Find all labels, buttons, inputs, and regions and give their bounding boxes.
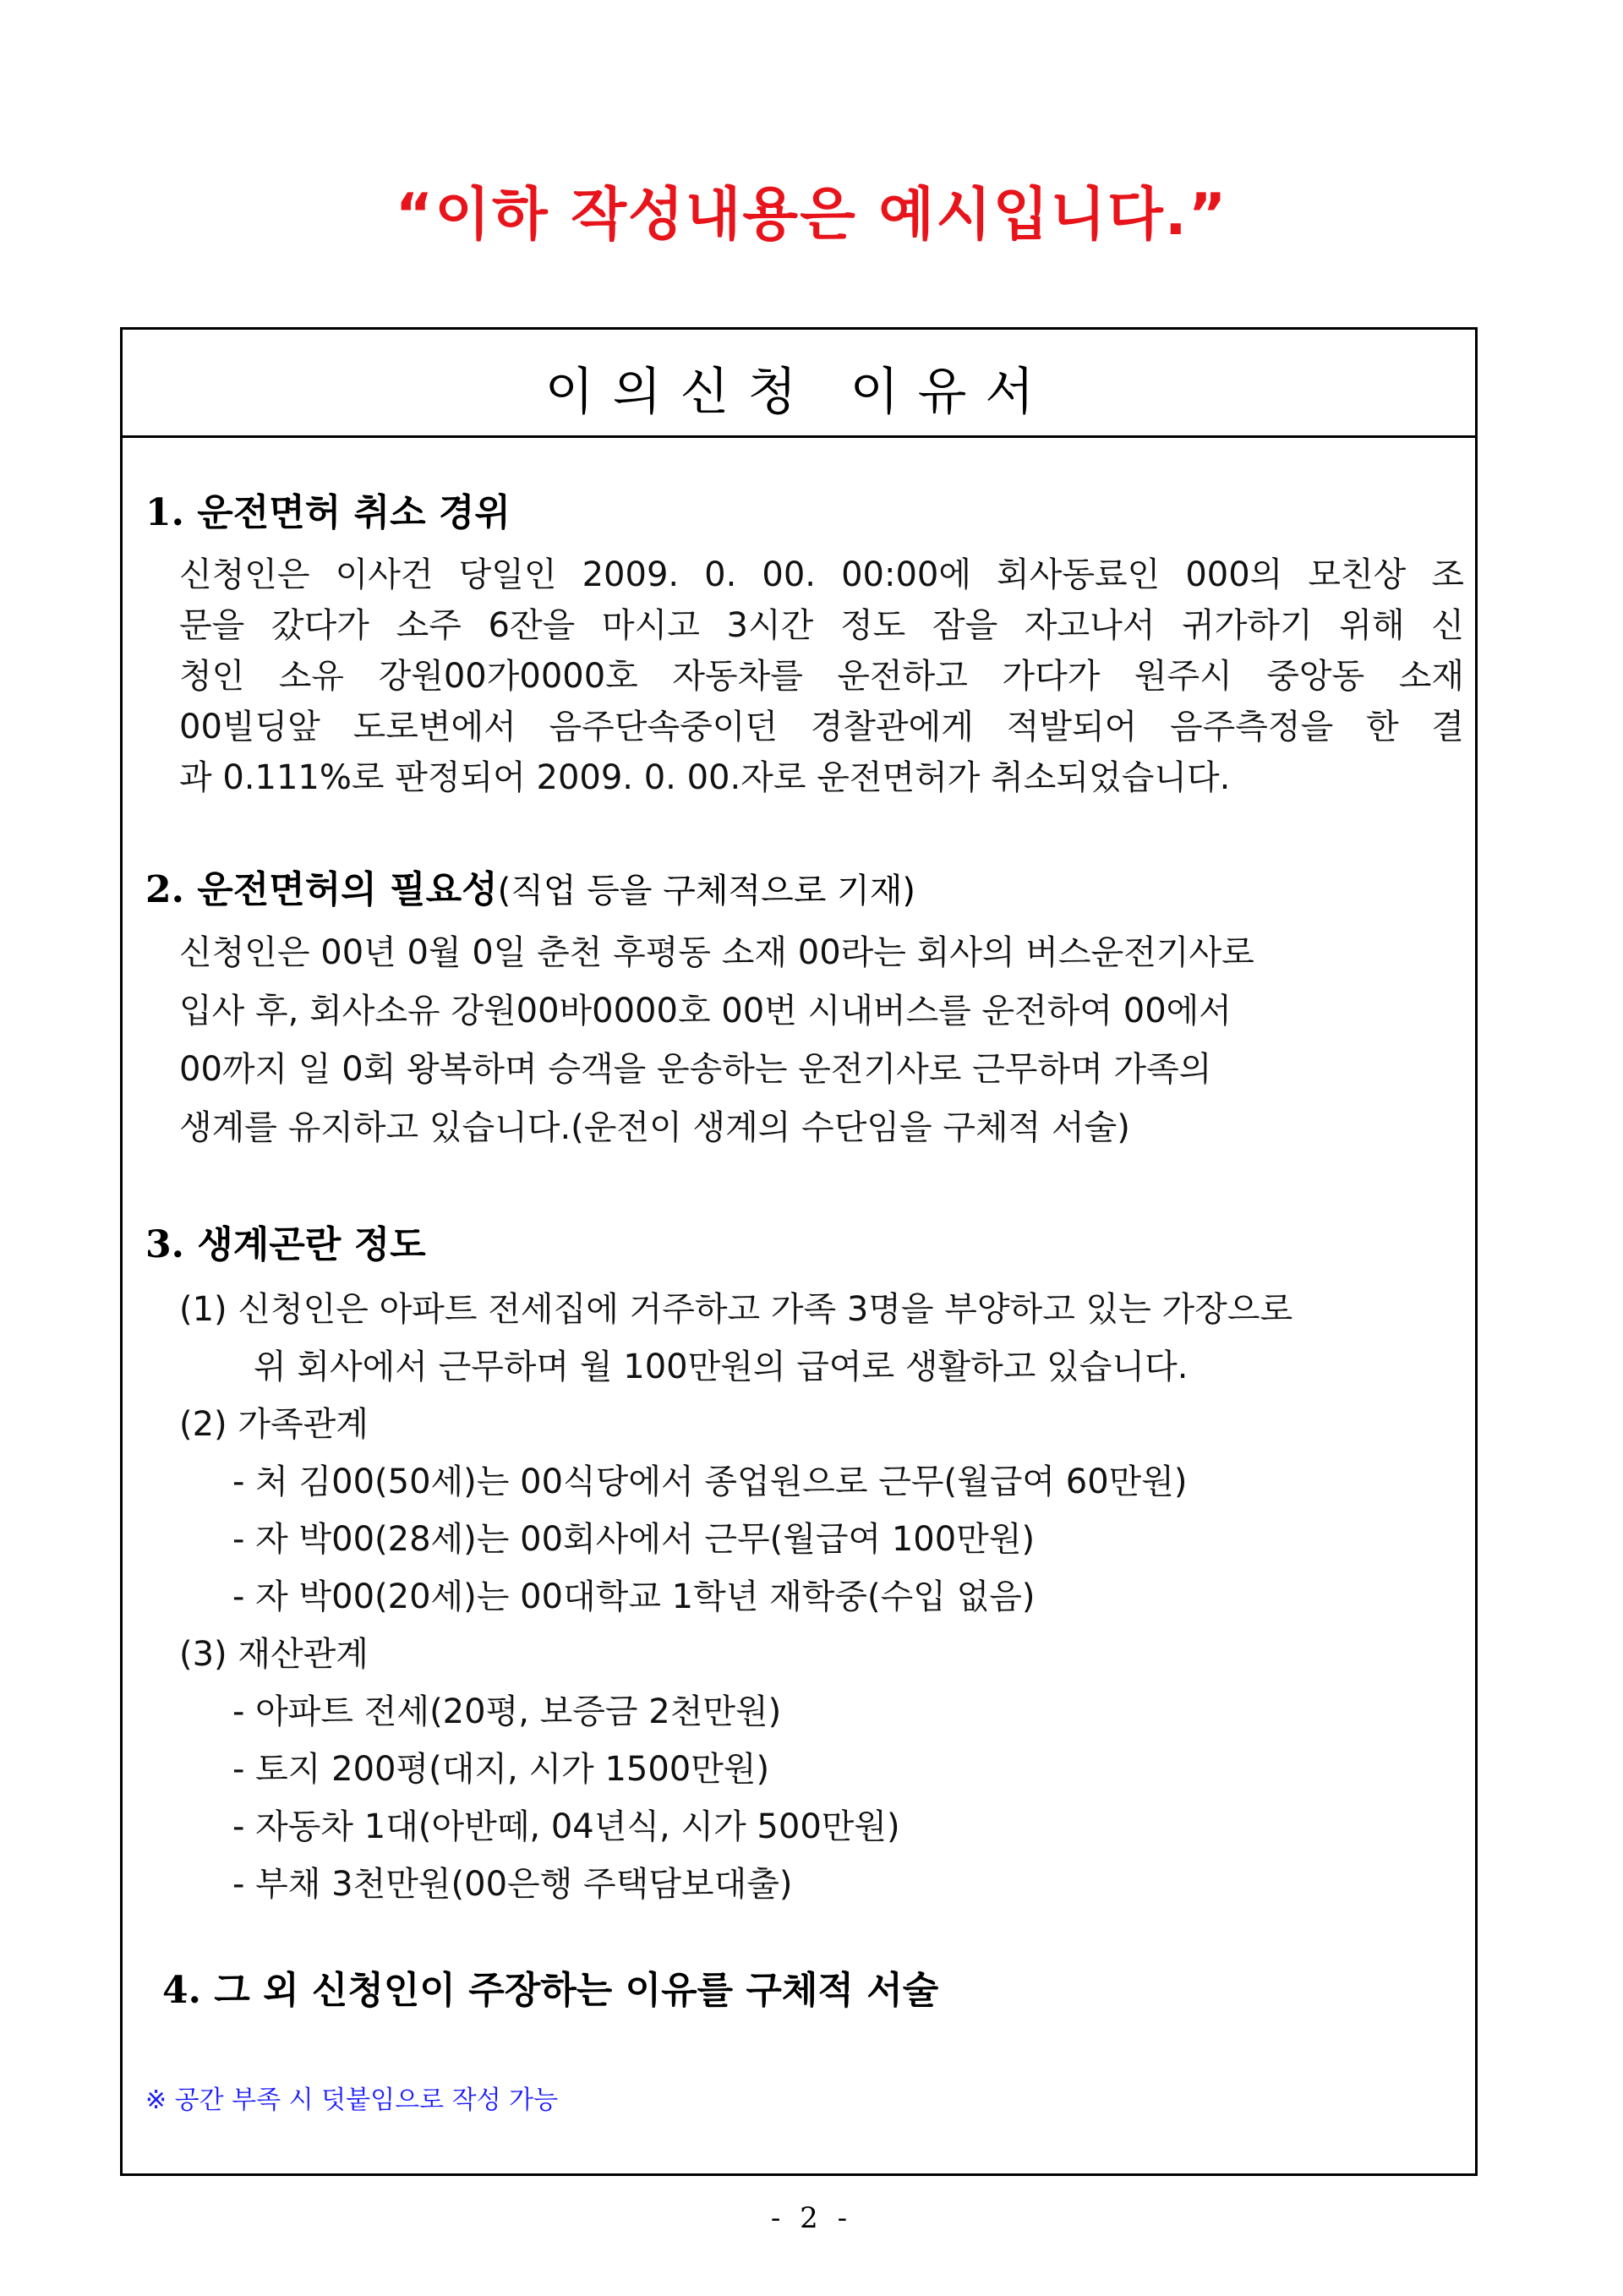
section-3-line: (1) 신청인은 아파트 전세집에 거주하고 가족 3명을 부양하고 있는 가장으로 — [179, 1290, 1293, 1329]
section-2-line: 신청인은 00년 0월 0일 춘천 후평동 소재 00라는 회사의 버스운전기사로 — [179, 933, 1254, 972]
section-3-line: - 자동차 1대(아반떼, 04년식, 시가 500만원) — [232, 1807, 900, 1846]
section-3-line: - 자 박00(28세)는 00회사에서 근무(월급여 100만원) — [232, 1520, 1036, 1559]
section-2-line: 생계를 유지하고 있습니다.(운전이 생계의 수단임을 구체적 서술) — [179, 1108, 1130, 1147]
section-3-heading: 3. 생계곤란 정도 — [145, 1223, 426, 1266]
section-2-line: 입사 후, 회사소유 강원00바0000호 00번 시내버스를 운전하여 00에서 — [179, 992, 1232, 1030]
section-2-heading — [145, 859, 915, 913]
space-note: ※ 공간 부족 시 덧붙임으로 작성 가능 — [145, 2086, 559, 2115]
page-number: - 2 - — [770, 2201, 853, 2235]
section-3-line: - 부채 3천만원(00은행 주택담보대출) — [232, 1865, 793, 1904]
document-title: 이의신청 이유서 — [544, 363, 1053, 422]
section-3-line: 위 회사에서 근무하며 월 100만원의 급여로 생활하고 있습니다. — [254, 1348, 1189, 1386]
example-notice: “이하 작성내용은 예시입니다.” — [395, 182, 1228, 249]
section-1-line: 청인 소유 강원00가0000호 자동차를 운전하고 가다가 원주시 중앙동 소재 — [179, 657, 1464, 696]
section-2-heading-main: 2. 운전면허의 필요성 — [145, 868, 498, 911]
section-1-heading: 1. 운전면허 취소 경위 — [145, 491, 511, 534]
section-4-heading: 4. 그 외 신청인이 주장하는 이유를 구체적 서술 — [162, 1969, 939, 2012]
section-3-line: (2) 가족관계 — [179, 1405, 369, 1444]
section-2-heading-sub: (직업 등을 구체적으로 기재) — [497, 872, 916, 910]
section-3-line: - 아파트 전세(20평, 보증금 2천만원) — [232, 1692, 782, 1731]
section-1-line: 00빌딩앞 도로변에서 음주단속중이던 경찰관에게 적발되어 음주측정을 한 결 — [179, 708, 1464, 746]
section-3-line: - 처 김00(50세)는 00식당에서 종업원으로 근무(월급여 60만원) — [232, 1462, 1188, 1501]
section-1-line: 신청인은 이사건 당일인 2009. 0. 00. 00:00에 회사동료인 000의 모친상 조 — [179, 555, 1464, 594]
section-1-line: 과 0.111%로 판정되어 2009. 0. 00.자로 운전면허가 취소되었습니다. — [179, 758, 1231, 797]
section-3-line: (3) 재산관계 — [179, 1635, 369, 1674]
section-1-line: 문을 갔다가 소주 6잔을 마시고 3시간 정도 잠을 자고나서 귀가하기 위해 신 — [179, 606, 1464, 645]
section-3-line: - 토지 200평(대지, 시가 1500만원) — [232, 1750, 770, 1789]
title-box — [123, 330, 1475, 438]
section-2-line: 00까지 일 0회 왕복하며 승객을 운송하는 운전기사로 근무하며 가족의 — [179, 1050, 1212, 1089]
section-3-line: - 자 박00(20세)는 00대학교 1학년 재학중(수입 없음) — [232, 1577, 1036, 1616]
